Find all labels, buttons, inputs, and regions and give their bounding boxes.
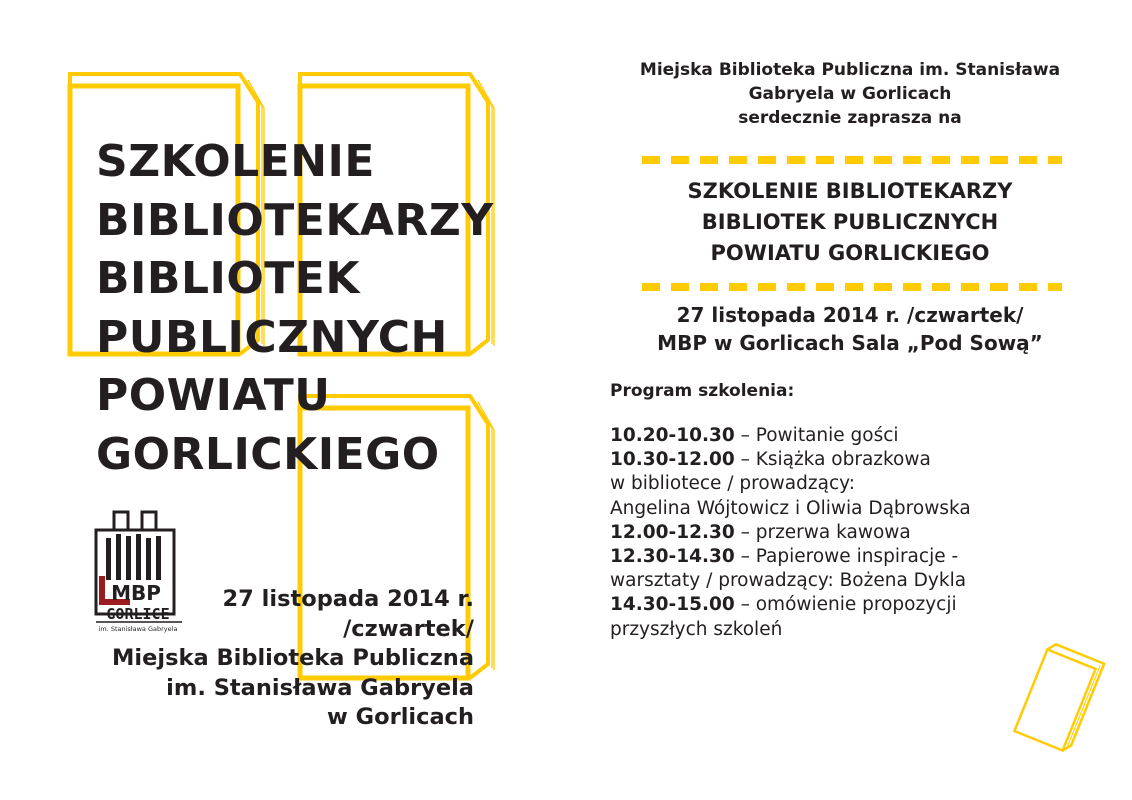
program-text: w bibliotece / prowadzący: [610, 473, 855, 495]
program-item [610, 472, 1100, 496]
main-title [96, 133, 566, 484]
info-line: im. Stanisława Gabryela [166, 674, 474, 701]
title-line: SZKOLENIE [96, 136, 375, 187]
program-text: Angelina Wójtowicz i Oliwia Dąbrowska [610, 497, 971, 519]
program-text: warsztaty / prowadzący: Bożena Dykla [610, 570, 967, 592]
program-item [610, 424, 1100, 448]
program-text: – Papierowe inspiracje - [734, 546, 959, 568]
event-title-line: POWIATU GORLICKIEGO [710, 241, 990, 265]
program-item [610, 521, 1100, 545]
program-time: 10.20-10.30 [610, 425, 735, 446]
program-time: 12.30-14.30 [610, 546, 735, 568]
program-heading: Program szkolenia: [610, 381, 795, 401]
program-item [610, 618, 1100, 642]
title-line: BIBLIOTEK [96, 253, 360, 304]
program-time: 10.30-12.00 [610, 449, 735, 471]
invitation-line: Miejska Biblioteka Publiczna im. Stanisława [639, 60, 1061, 80]
program-item [610, 497, 1100, 521]
logo-text-patron: im. Stanisława Gabryela [98, 625, 178, 633]
program-text: przyszłych szkoleń [610, 618, 783, 640]
event-title-line: BIBLIOTEK PUBLICZNYCH [701, 210, 999, 234]
invitation-panel [600, 58, 1100, 642]
logo-text-mbp: MBP [111, 581, 161, 605]
program-text: – przerwa kawowa [734, 521, 911, 543]
logo-text-gorlice: GORLICE [106, 605, 170, 623]
info-line: 27 listopada 2014 r. [222, 586, 474, 612]
title-line: POWIATU [96, 370, 331, 421]
event-title-line: SZKOLENIE BIBLIOTEKARZY [687, 179, 1013, 203]
title-line: PUBLICZNYCH [96, 311, 448, 363]
program-item [610, 593, 1100, 617]
invitation-line: serdecznie zaprasza na [738, 108, 962, 128]
info-line: w Gorlicach [327, 704, 474, 730]
program-text: – Powitanie gości [734, 425, 899, 446]
program-time: 12.00-12.30 [610, 521, 735, 543]
dashed-divider [642, 156, 1062, 164]
program-item [610, 545, 1100, 569]
program-item [610, 569, 1100, 593]
event-info-left [112, 585, 474, 733]
info-line: Miejska Biblioteka Publiczna [112, 645, 474, 671]
title-line: GORLICKIEGO [96, 428, 440, 480]
invitation-line: Gabryela w Gorlicach [748, 84, 952, 104]
program-text: – Książka obrazkowa [734, 449, 931, 471]
program-item [610, 448, 1100, 472]
event-place: MBP w Gorlicach Sala „Pod Sową” [657, 331, 1043, 355]
tilted-book-icon [1014, 642, 1104, 753]
title-line: BIBLIOTEKARZY [96, 194, 494, 246]
info-line: /czwartek/ [343, 615, 474, 642]
program-time: 14.30-15.00 [610, 594, 735, 616]
event-date: 27 listopada 2014 r. /czwartek/ [676, 303, 1024, 327]
program-text: – omówienie propozycji [734, 594, 957, 616]
dashed-divider [642, 283, 1062, 291]
program-list [600, 424, 1100, 642]
